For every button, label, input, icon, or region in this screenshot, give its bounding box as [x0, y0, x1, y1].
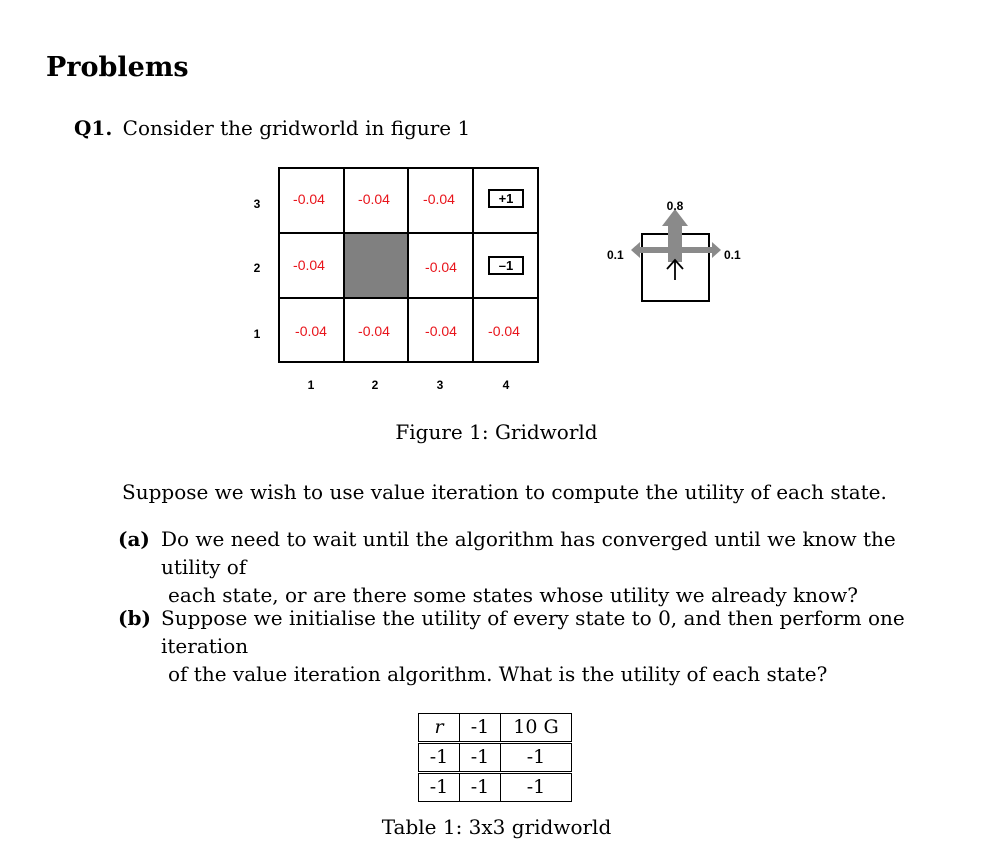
reward-cell: -0.04 [358, 323, 390, 339]
reward-cell: -0.04 [425, 323, 457, 339]
figure-caption: Figure 1: Gridworld [395, 420, 598, 444]
part-b [118, 604, 958, 686]
table-cell: -1 [419, 773, 460, 802]
table-row [419, 714, 572, 743]
right-probability: 0.1 [724, 248, 741, 262]
row-label: 2 [253, 261, 261, 275]
reward-cell: -0.04 [293, 257, 325, 273]
forward-probability: 0.8 [666, 199, 684, 213]
question-label: Q1. [74, 116, 113, 140]
section-heading: Problems [46, 52, 189, 83]
forward-arrow [662, 209, 688, 262]
part-text-line: of the value iteration algorithm. What is the utility of each state? [168, 662, 828, 686]
table-cell: 10 G [501, 714, 572, 743]
part-text-line: each state, or are there some states whose utility we already know? [168, 583, 858, 607]
transition-diagram [600, 185, 760, 310]
table-cell: r [419, 714, 460, 743]
row-label: 1 [253, 327, 261, 341]
reward-cell: -0.04 [295, 323, 327, 339]
reward-table [418, 713, 572, 802]
table-cell: -1 [460, 714, 501, 743]
terminal-reward-positive: +1 [498, 191, 514, 206]
intro-paragraph: Suppose we wish to use value iteration to compute the utility of each state. [122, 480, 887, 504]
reward-cell: -0.04 [423, 191, 455, 207]
left-probability: 0.1 [607, 248, 624, 262]
reward-cell: -0.04 [488, 323, 520, 339]
table-row [419, 743, 572, 773]
row-label: 3 [253, 197, 261, 211]
part-a [118, 525, 958, 607]
table-row [419, 773, 572, 802]
part-label: (a) [118, 527, 150, 551]
table-cell: -1 [460, 743, 501, 773]
col-label: 3 [436, 378, 444, 392]
gridworld-figure [240, 160, 560, 400]
col-label: 1 [307, 378, 315, 392]
table-cell: -1 [419, 743, 460, 773]
reward-cell: -0.04 [293, 191, 325, 207]
table-cell: -1 [460, 773, 501, 802]
table-caption: Table 1: 3x3 gridworld [381, 815, 612, 839]
part-label: (b) [118, 606, 151, 630]
part-text-line: Suppose we initialise the utility of every state to 0, and then perform one iteration [161, 606, 905, 658]
question-1 [74, 116, 470, 140]
table-cell: -1 [501, 773, 572, 802]
question-text: Consider the gridworld in figure 1 [122, 116, 471, 140]
reward-cell: -0.04 [425, 259, 457, 275]
wall-cell [344, 233, 408, 298]
reward-cell: -0.04 [358, 191, 390, 207]
table-cell: -1 [501, 743, 572, 773]
part-text-line: Do we need to wait until the algorithm has converged until we know the utility of [161, 527, 896, 579]
col-label: 4 [502, 378, 510, 392]
action-arrow-icon [667, 260, 683, 280]
col-label: 2 [371, 378, 379, 392]
terminal-reward-negative: –1 [498, 258, 514, 273]
